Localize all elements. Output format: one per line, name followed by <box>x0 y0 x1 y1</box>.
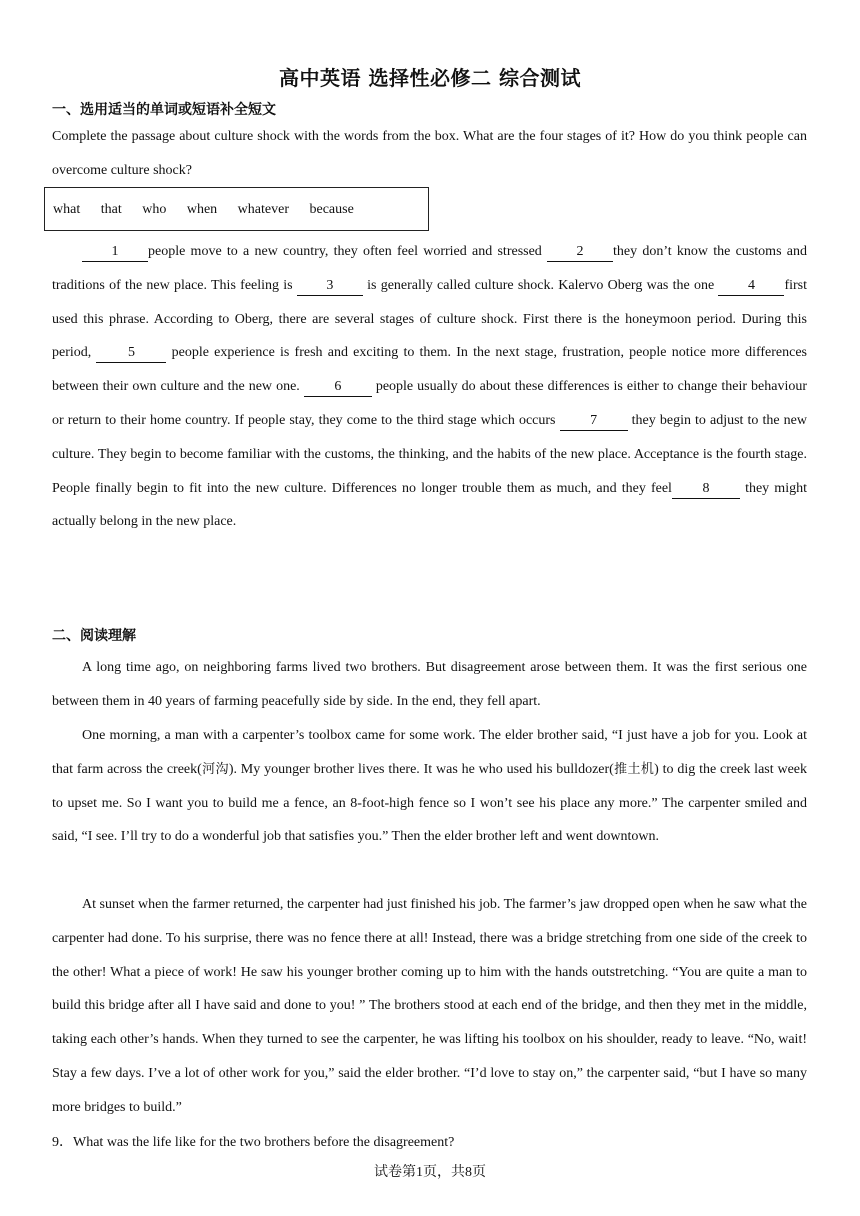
passage-text: they might actually belong in the new place. <box>52 480 807 530</box>
blank-7[interactable]: 7 <box>560 412 628 431</box>
word-box-item: what <box>53 202 81 217</box>
word-box-item: because <box>309 202 354 217</box>
passage-text: they don’t know the customs and traditions of the new place. This feeling is <box>52 244 807 293</box>
word-box-item: that <box>100 202 122 217</box>
cloze-passage <box>52 235 807 539</box>
section-2-heading: 二、阅读理解 <box>52 628 136 644</box>
chinese-gloss: 河沟 <box>201 761 229 777</box>
chinese-gloss: 推土机 <box>613 761 655 777</box>
word-box-item: whatever <box>237 202 289 217</box>
paragraph-text: ) to dig the creek last week to upset me. So I want you to build me a fence, an 8-foot-high fence so I won’t see his place any more.” The carpenter smiled and said, “I see. I’ll try to do a wonderful job that satisfies you.” Then the elder brother left and went downtown. <box>52 761 807 845</box>
passage-text: people move to a new country, they often feel worried and stressed <box>148 244 548 259</box>
page-title: 高中英语 选择性必修二 综合测试 <box>279 66 581 90</box>
word-box <box>44 187 429 231</box>
passage-text: people usually do about these differences is either to change their behaviour or return to their home country. If people stay, they come to the third stage which occurs <box>52 379 807 428</box>
reading-paragraph-3: At sunset when the farmer returned, the carpenter had just finished his job. The farmer’s jaw dropped open when he saw what the carpenter had done. To his surprise, there was no fence there at all! Instead, there was a bridge stretching from one side of the creek to the other! What a piece of work! He saw his younger brother coming up to him with the hands outstretching. “You are quite a man to build this bridge after all I have said and done to you! ” The brothers stood at each end of the bridge, and then they met in the middle, taking each other’s hands. When they turned to see the carpenter, he was lifting his toolbox on his shoulder, ready to leave. “No, wait! Stay a few days. I’ve a lot of other work for you,” said the elder brother. “I’d love to stay on,” the carpenter said, “but I have so many more bridges to build.” <box>52 897 807 1115</box>
reading-paragraph-2 <box>52 719 807 854</box>
passage-text: is generally called culture shock. Kalervo Oberg was the one <box>362 277 719 293</box>
blank-8[interactable]: 8 <box>672 480 740 499</box>
blank-3[interactable]: 3 <box>297 277 363 296</box>
page-footer: 试卷第1页，共8页 <box>374 1165 486 1180</box>
word-box-item: who <box>142 202 167 217</box>
reading-paragraph-1: A long time ago, on neighboring farms lived two brothers. But disagreement arose between them. It was the first serious one between them in 40 years of farming peacefully side by side. In the end, they fell apart. <box>52 660 807 709</box>
blank-4[interactable]: 4 <box>718 277 784 296</box>
section-1-instructions: Complete the passage about culture shock with the words from the box. What are the four stages of it? How do you think people can overcome culture shock? <box>52 129 807 178</box>
blank-5[interactable]: 5 <box>96 344 166 363</box>
paragraph-text: ). My younger brother lives there. It was he who used his bulldozer( <box>228 761 614 777</box>
passage-text: first used this phrase. According to Oberg, there are several stages of culture shock. First there is the honeymoon period. During this period, <box>52 277 807 361</box>
question-9: 9．What was the life like for the two brothers before the disagreement? <box>52 1135 455 1150</box>
blank-2[interactable]: 2 <box>547 243 613 262</box>
section-1-heading: 一、选用适当的单词或短语补全短文 <box>52 102 276 118</box>
blank-6[interactable]: 6 <box>304 378 372 397</box>
blank-1[interactable]: 1 <box>82 243 148 262</box>
passage-text: people experience is fresh and exciting to them. In the next stage, frustration, people notice more differences between their own culture and the new one. <box>52 345 808 395</box>
word-box-item: when <box>186 202 218 217</box>
paragraph-text: One morning, a man with a carpenter’s toolbox came for some work. The elder brother said, “I just have a job for you. Look at that farm across the creek( <box>52 728 807 777</box>
passage-text: they begin to adjust to the new culture. They begin to become familiar with the customs, the thinking, and the habits of the new place. Acceptance is the fourth stage. People finally begin to fit into the new culture. Differences no longer trouble them as much, and they feel <box>52 412 807 496</box>
